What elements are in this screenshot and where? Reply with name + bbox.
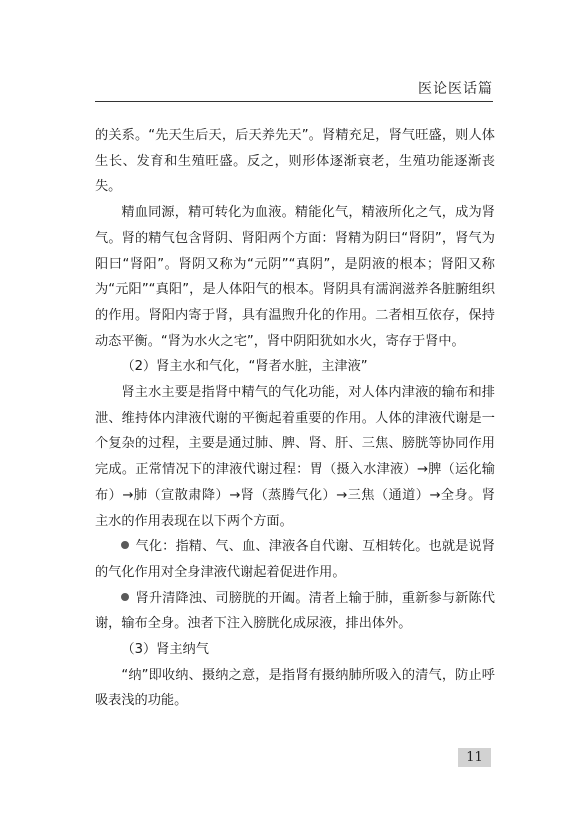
- body-text: [95, 123, 495, 714]
- section-heading-2: （2）肾主水和气化，“肾者水脏，主津液”: [121, 359, 368, 375]
- running-header-title: 医论医话篇: [418, 81, 493, 97]
- bullet-icon: [121, 541, 129, 549]
- paragraph-essence-blood: 精血同源，精可转化为血液。精能化气，精液所化之气，成为肾气。肾的精气包含肾阴、肾阳两个方面：肾精为阴曰“肾阴”，肾气为阳曰“肾阳”。肾阴又称为“元阴”“真阴”，是阴液的根本；肾阳又称为“元阳”“真阳”，是人体阳气的根本。肾阴具有濡润滋养各脏腑组织的作用。肾阳内寄于肾，具有温煦升化的作用。二者相互依存，保持动态平衡。“肾为水火之宅”，肾中阴阳犹如水火，寄存于肾中。: [95, 205, 495, 349]
- page-number-badge: 11: [458, 748, 491, 767]
- header-divider: [95, 101, 493, 102]
- bullet-item-shengqing: [95, 586, 495, 637]
- paragraph-continuation: 的关系。“先天生后天，后天养先天”。肾精充足，肾气旺盛，则人体生长、发育和生殖旺盛。反之，则形体逐渐衰老，生殖功能逐渐丧失。: [95, 128, 495, 195]
- bullet-item-qihua: [95, 534, 495, 585]
- paragraph-nàqi: “纳”即收纳、摄纳之意，是指肾有摄纳肺所吸入的清气，防止呼吸表浅的功能。: [95, 667, 495, 709]
- paragraph-kidney-water: 肾主水主要是指肾中精气的气化功能，对人体内津液的输布和排泄、维持体内津液代谢的平衡起着重要的作用。人体的津液代谢是一个复杂的过程，主要是通过肺、脾、肾、肝、三焦、膀胱等协同作用完成。正常情况下的津液代谢过程：胃（摄入水津液）→脾（运化输布）→肺（宣散肃降）→肾（蒸腾气化）→三焦（通道）→全身。肾主水的作用表现在以下两个方面。: [95, 385, 495, 529]
- bullet-item-text: 肾升清降浊、司膀胱的开阖。清者上输于肺，重新参与新陈代谢，输布全身。浊者下注入膀胱化成尿液，排出体外。: [95, 590, 495, 632]
- bullet-icon: [121, 593, 129, 601]
- bullet-item-text: 气化：指精、气、血、津液各自代谢、互相转化。也就是说肾的气化作用对全身津液代谢起着促进作用。: [95, 539, 495, 580]
- section-heading-3: （3）肾主纳气: [121, 642, 209, 658]
